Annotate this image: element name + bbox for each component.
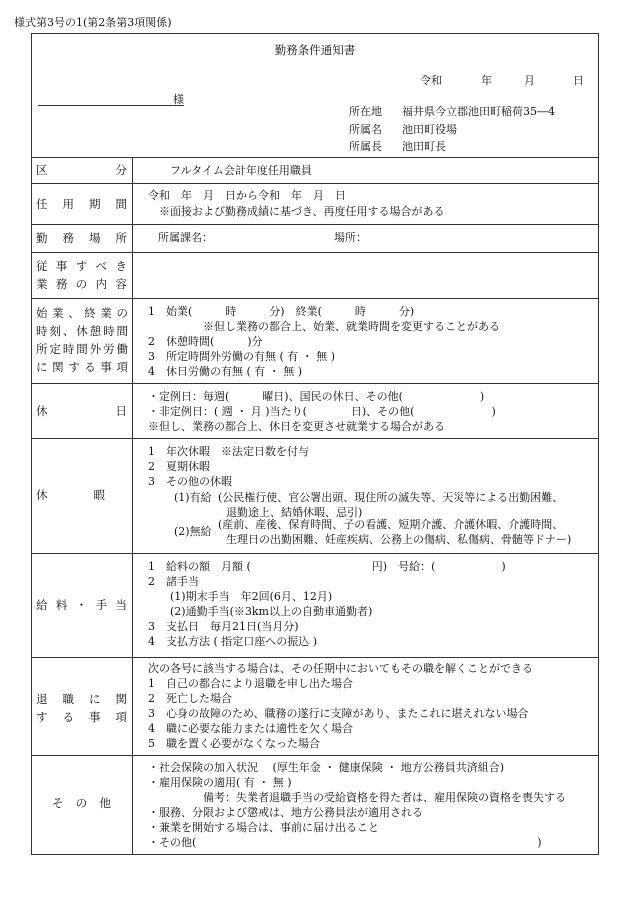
addressee-field — [38, 91, 184, 106]
hours-line: 1 始業( 時 分) 終業( 時 分) — [148, 305, 415, 318]
other-line: ・その他( ) — [148, 836, 542, 849]
date-year: 年 — [481, 74, 492, 87]
notice-form — [31, 33, 599, 855]
other-line: ・雇用保険の適用( 有 ・ 無 ) — [148, 776, 292, 789]
head-label: 所属長 — [349, 140, 382, 153]
divider — [32, 157, 598, 158]
org-label: 所属名 — [349, 123, 382, 136]
divider — [32, 298, 598, 299]
divider — [32, 252, 598, 253]
divider — [32, 755, 598, 756]
row-label-retirement-2: する事項 — [36, 710, 128, 724]
leave-line: 3 その他の休暇 — [148, 475, 232, 488]
salary-line: 1 給料の額 月額 ( 円) 号給：( ) — [148, 560, 506, 573]
salary-line: 4 支払方法 ( 指定口座への振込 ) — [148, 635, 318, 648]
paid-leave-line: (公民権行使、官公署出頭、現住所の滅失等、天災等による出勤困難、 — [218, 491, 564, 504]
salary-line: (2)通勤手当(※3km以上の自動車通勤者) — [148, 605, 373, 618]
salary-line: 2 諸手当 — [148, 575, 199, 588]
row-label-other: その他 — [52, 796, 112, 810]
period-line: 令和 年 月 日から令和 年 月 日 — [148, 189, 346, 202]
date-day: 日 — [573, 74, 584, 87]
row-label-salary: 給料・手当 — [36, 598, 128, 612]
period-note: ※面接および勤務成績に基づき、再度任用する場合がある — [148, 205, 445, 218]
address-label: 所在地 — [349, 105, 382, 118]
other-line: ・服務、分限および懲戒は、地方公務員法が適用される — [148, 806, 423, 819]
unpaid-leave-label: (2)無給 — [174, 525, 212, 538]
address-value: 福井県今立郡池田町稲荷35―4 — [402, 105, 555, 118]
hours-line: 4 休日労働の有無 ( 有 ・ 無 ) — [148, 365, 303, 378]
addressee-suffix: 様 — [173, 93, 184, 106]
hours-line: ※但し業務の都合上、始業、就業時間を変更することがある — [148, 320, 500, 333]
other-line: 備考：失業者退職手当の受給資格を得た者は、雇用保険の資格を喪失する — [148, 791, 566, 804]
label-column-divider — [132, 157, 133, 854]
category-line: フルタイム会計年度任用職員 — [170, 164, 312, 177]
holidays-line: ・非定例日：( 週 ・ 月 )当たり( 日)、その他( ) — [148, 405, 496, 418]
other-line: ・兼業を開始する場合は、事前に届け出ること — [148, 821, 379, 834]
row-label-hours-4: に関する事項 — [36, 360, 128, 374]
retirement-line: 1 自己の都合により退職を申し出た場合 — [148, 677, 353, 690]
unpaid-leave-line: 生理日の出勤困難、妊産疾病、公務上の傷病、私傷病、骨髄等ドナー) — [226, 533, 572, 546]
retirement-line: 次の各号に該当する場合は、その任期中においてもその職を解くことができる — [148, 662, 533, 675]
divider — [32, 553, 598, 554]
org-value: 池田町役場 — [402, 123, 457, 136]
leave-line: 1 年次休暇 ※法定日数を付与 — [148, 445, 309, 458]
paid-leave-line: 退勤途上、結婚休暇、忌引) — [226, 506, 363, 519]
dept-label: 所属課名： — [158, 231, 213, 244]
date-month: 月 — [524, 74, 535, 87]
hours-line: 2 休憩時間( )分 — [148, 335, 263, 348]
row-label-holidays: 休日 — [36, 404, 128, 418]
document-title: 勤務条件通知書 — [274, 43, 356, 57]
leave-line: 2 夏期休暇 — [148, 460, 210, 473]
unpaid-leave-line: (産前、産後、保育時間、子の看護、短期介護、介護休暇、介護時間、 — [218, 518, 564, 531]
hours-line: 3 所定時間外労働の有無 ( 有 ・ 無 ) — [148, 350, 336, 363]
row-label-category: 区 分 — [36, 163, 128, 177]
paid-leave-label: (1)有給 — [174, 491, 212, 504]
row-label-hours-2: 時刻、休憩時間 — [36, 324, 128, 338]
retirement-line: 2 死亡した場合 — [148, 692, 232, 705]
divider — [32, 383, 598, 384]
holidays-line: ・定例日：毎週( 曜日)、国民の休日、その他( ) — [148, 390, 485, 403]
row-label-hours-3: 所定時間外労働 — [36, 342, 128, 356]
divider — [32, 657, 598, 658]
retirement-line: 5 職を置く必要がなくなった場合 — [148, 737, 320, 750]
form-number-label: 様式第3号の1(第2条第3項関係) — [14, 16, 172, 29]
row-label-period: 任用期間 — [36, 197, 128, 211]
row-label-duties-1: 従事すべき — [36, 259, 128, 273]
salary-line: 3 支払日 毎月21日(当月分) — [148, 620, 299, 633]
retirement-line: 4 職に必要な能力または適性を欠く場合 — [148, 722, 353, 735]
row-label-retirement-1: 退職に関 — [36, 692, 128, 706]
divider — [32, 183, 598, 184]
divider — [32, 438, 598, 439]
row-label-leave: 休暇 — [36, 488, 106, 502]
holidays-line: ※但し、業務の都合上、休日を変更させ就業する場合がある — [148, 420, 445, 433]
row-label-hours-1: 始業、終業の — [36, 306, 128, 320]
place-label: 場所： — [334, 231, 367, 244]
salary-line: (1)期末手当 年2回(6月、12月) — [148, 590, 333, 603]
date-era: 令和 — [420, 74, 442, 87]
row-label-duties-2: 業務の内容 — [36, 277, 128, 291]
retirement-line: 3 心身の故障のため、職務の遂行に支障があり、またこれに堪えれない場合 — [148, 707, 529, 720]
divider — [32, 224, 598, 225]
head-value: 池田町長 — [402, 140, 446, 153]
row-label-workplace: 勤務場所 — [36, 231, 128, 245]
other-line: ・社会保険の加入状況 (厚生年金 ・ 健康保険 ・ 地方公務員共済組合) — [148, 761, 505, 774]
